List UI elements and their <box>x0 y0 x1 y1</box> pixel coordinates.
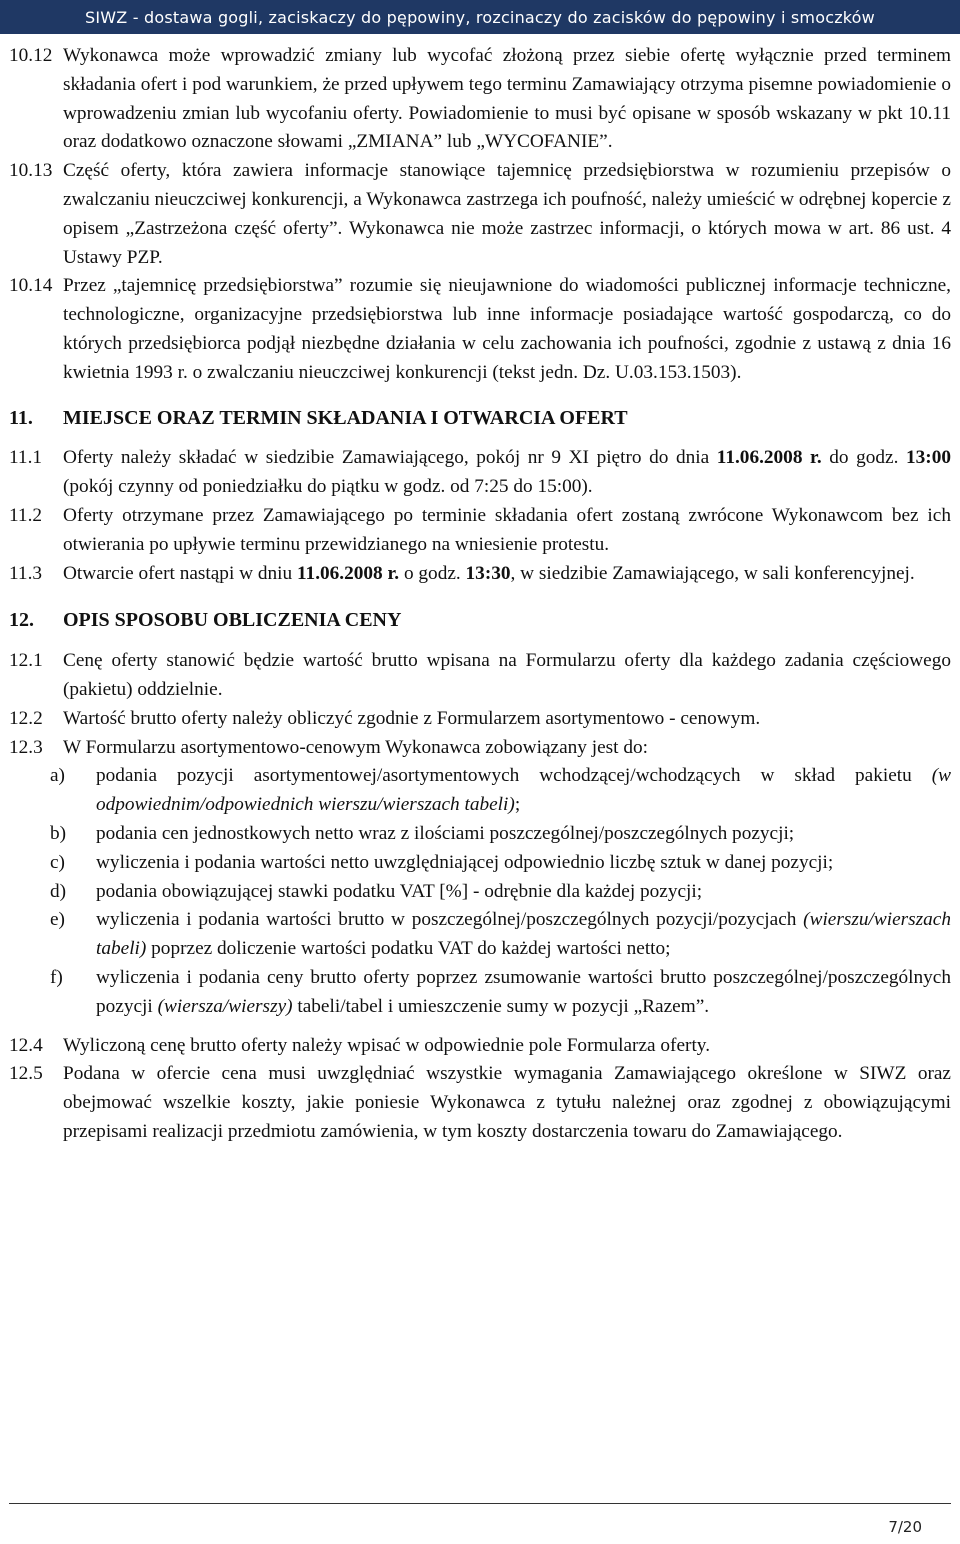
paragraph-10-14 <box>0 272 960 387</box>
paragraph-number: 12.5 <box>9 1063 43 1085</box>
list-text: wyliczenia i podania wartości netto uwzględniającej odpowiednio liczbę sztuk w danej pozycji; <box>96 851 834 873</box>
document-body <box>0 42 960 1147</box>
paragraph-number: 12.4 <box>9 1034 43 1056</box>
list-text: podania pozycji asortymentowej/asortymentowych wchodzącej/wchodzących w skład pakietu <box>96 765 932 787</box>
paragraph-12-5 <box>0 1060 960 1146</box>
paragraph-text: (pokój czynny od poniedziałku do piątku w godz. od 7:25 do 15:00). <box>63 476 593 498</box>
list-text: wyliczenia i podania ceny brutto oferty poprzez zsumowanie wartości brutto poszczególnej/poszczególnych pozycji <box>96 966 951 1017</box>
paragraph-10-13 <box>0 157 960 272</box>
paragraph-text: Cenę oferty stanowić będzie wartość brutto wpisana na Formularzu oferty dla każdego zadania częściowego (pakietu) oddzielnie. <box>63 650 951 700</box>
paragraph-text: Oferty należy składać w siedzibie Zamawiającego, pokój nr 9 XI piętro do dnia <box>63 447 717 469</box>
paragraph-text: Wykonawca może wprowadzić zmiany lub wycofać złożoną przez siebie ofertę wyłącznie przed terminem składania ofert i pod warunkiem, że przed upływem tego terminu Zamawiający otrzyma pisemne powiadomienie o wprowadzeniu zmian lub wycofaniu oferty. Powiadomienie to musi być opisane w sposób wskazany w pkt 10.11 oraz dodatkowo oznaczone słowami „ZMIANA” lub „WYCOFANIE”. <box>63 45 951 153</box>
paragraph-number: 12.3 <box>9 736 43 758</box>
paragraph-text: do godz. <box>821 447 907 469</box>
calculation-list <box>0 762 960 1021</box>
list-text: poprzez doliczenie wartości podatku VAT do każdej wartości netto; <box>146 938 671 960</box>
paragraph-text: Otwarcie ofert nastąpi w dniu <box>63 562 297 584</box>
paragraph-text: Oferty otrzymane przez Zamawiającego po terminie składania ofert zostaną zwrócone Wykonawcom bez ich otwierania po upływie terminu przewidzianego na wniesienie protestu. <box>63 504 951 555</box>
paragraph-number: 10.12 <box>9 45 53 66</box>
paragraph-number: 12.2 <box>9 707 43 729</box>
list-text: wyliczenia i podania wartości brutto w poszczególnej/poszczególnych pozycji/pozycjach <box>96 909 804 931</box>
section-heading-12 <box>0 606 960 635</box>
paragraph-number: 10.13 <box>9 160 53 182</box>
paragraph-number: 11.2 <box>9 504 43 526</box>
paragraph-text: Część oferty, która zawiera informacje stanowiące tajemnicę przedsiębiorstwa w rozumieniu przepisów o zwalczaniu nieuczciwej konkurencji, a Wykonawca zastrzega ich poufność, należy umieścić w odrębnej kopercie z opisem „Zastrzeżona część oferty”. Wykonawca nie może zastrzec informacji, o których mowa w art. 86 ust. 4 Ustawy PZP. <box>63 160 951 268</box>
section-number: 11. <box>9 406 33 429</box>
list-italic: (wierszu/wierszach tabeli) <box>96 909 951 960</box>
list-item-d <box>50 878 951 907</box>
list-item-b <box>50 820 951 849</box>
paragraph-10-12 <box>0 42 960 157</box>
list-item-c <box>50 849 951 878</box>
paragraph-number: 10.14 <box>9 275 53 297</box>
list-italic: (wiersza/wierszy) <box>157 995 293 1017</box>
deadline-time: 13:00 <box>906 447 951 469</box>
paragraph-12-3 <box>0 734 960 763</box>
list-item-f <box>50 964 951 1022</box>
opening-time: 13:30 <box>465 562 511 584</box>
paragraph-12-2 <box>0 705 960 734</box>
paragraph-text: o godz. <box>399 562 466 584</box>
paragraph-12-4 <box>0 1032 960 1061</box>
list-text: podania obowiązującej stawki podatku VAT [%] - odrębnie dla każdej pozycji; <box>96 880 703 902</box>
paragraph-text: Wartość brutto oferty należy obliczyć zgodnie z Formularzem asortymentowo - cenowym. <box>63 707 761 729</box>
paragraph-11-1 <box>0 444 960 502</box>
paragraph-text: Przez „tajemnicę przedsiębiorstwa” rozumie się nieujawnione do wiadomości publicznej informacje techniczne, technologiczne, organizacyjne przedsiębiorstwa lub inne informacje posiadające wartość gospodarczą, co do których przedsiębiorca podjął niezbędne działania w celu zachowania ich poufności, zgodnie z ustawą z dnia 16 kwietnia 1993 r. o zwalczaniu nieuczciwej konkurencji (tekst jedn. Dz. U.03.153.1503). <box>63 275 951 383</box>
footer-divider <box>9 1503 951 1504</box>
paragraph-number: 11.3 <box>9 562 43 584</box>
paragraph-text: Wyliczoną cenę brutto oferty należy wpisać w odpowiednie pole Formularza oferty. <box>63 1034 711 1056</box>
section-title: OPIS SPOSOBU OBLICZENIA CENY <box>63 609 402 632</box>
paragraph-number: 12.1 <box>9 650 43 672</box>
list-letter: f) <box>50 966 63 988</box>
list-letter: c) <box>50 851 65 873</box>
paragraph-text: , w siedzibie Zamawiającego, w sali konferencyjnej. <box>510 562 915 584</box>
list-item-a <box>50 762 951 820</box>
document-header <box>0 0 960 34</box>
list-text: ; <box>514 794 521 816</box>
paragraph-11-2 <box>0 502 960 560</box>
paragraph-11-3 <box>0 560 960 589</box>
paragraph-12-1 <box>0 647 960 705</box>
list-item-e <box>50 906 951 964</box>
document-title: SIWZ - dostawa gogli, zaciskaczy do pępowiny, rozcinaczy do zacisków do pępowiny i smoczków <box>85 7 875 27</box>
list-text: podania cen jednostkowych netto wraz z ilościami poszczególnej/poszczególnych pozycji; <box>96 822 795 844</box>
list-letter: a) <box>50 765 65 787</box>
page-number: 7/20 <box>888 1518 922 1536</box>
section-number: 12. <box>9 609 34 632</box>
opening-date: 11.06.2008 r. <box>296 562 400 584</box>
list-letter: e) <box>50 909 65 931</box>
section-heading-11 <box>0 404 960 433</box>
list-letter: b) <box>50 822 67 844</box>
list-italic: (w odpowiednim/odpowiednich wierszu/wierszach tabeli) <box>96 765 951 816</box>
paragraph-number: 11.1 <box>9 447 43 469</box>
list-letter: d) <box>50 880 67 902</box>
section-title: MIEJSCE ORAZ TERMIN SKŁADANIA I OTWARCIA OFERT <box>63 406 628 429</box>
paragraph-text: Podana w ofercie cena musi uwzględniać wszystkie wymagania Zamawiającego określone w SIWZ oraz obejmować wszelkie koszty, jakie poniesie Wykonawca z tytułu należnej oraz zgodnej z obowiązującymi przepisami realizacji przedmiotu zamówienia, w tym koszty dostarczenia towaru do Zamawiającego. <box>63 1063 951 1142</box>
deadline-date: 11.06.2008 r. <box>716 447 822 469</box>
list-text: tabeli/tabel i umieszczenie sumy w pozycji „Razem”. <box>292 995 710 1017</box>
paragraph-text: W Formularzu asortymentowo-cenowym Wykonawca zobowiązany jest do: <box>63 736 648 758</box>
